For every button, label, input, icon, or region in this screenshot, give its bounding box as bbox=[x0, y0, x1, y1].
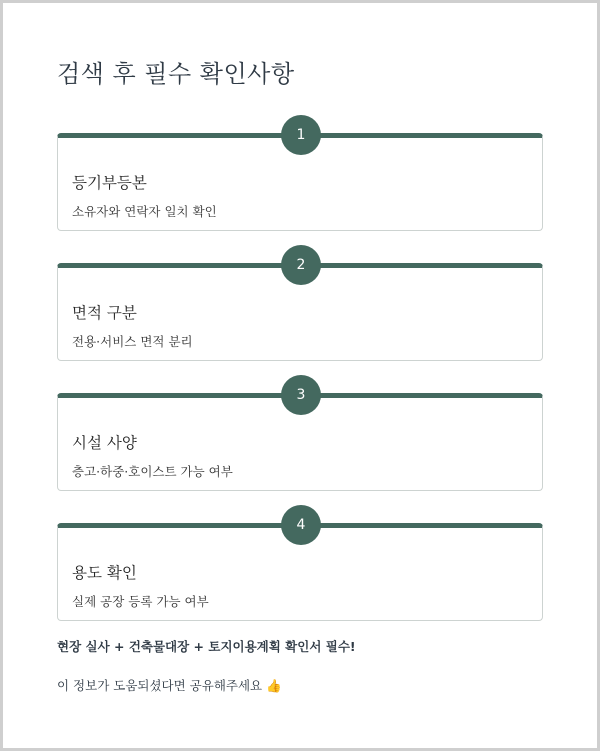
step-number-badge: 1 bbox=[281, 115, 321, 155]
share-text: 이 정보가 도움되셨다면 공유해주세요 bbox=[57, 678, 263, 693]
checklist-card-3 bbox=[57, 387, 543, 491]
step-number-badge: 4 bbox=[281, 505, 321, 545]
card-description: 전용·서비스 면적 분리 bbox=[72, 334, 193, 349]
checklist-card-1 bbox=[57, 127, 543, 231]
step-number-badge: 2 bbox=[281, 245, 321, 285]
card-description: 소유자와 연락자 일치 확인 bbox=[72, 204, 217, 219]
page-title: 검색 후 필수 확인사항 bbox=[57, 60, 295, 88]
thumbs-up-icon: 👍 bbox=[266, 678, 282, 693]
share-prompt bbox=[57, 676, 282, 694]
card-description: 층고·하중·호이스트 가능 여부 bbox=[72, 464, 233, 479]
checklist-card-2 bbox=[57, 257, 543, 361]
card-title: 면적 구분 bbox=[72, 304, 137, 322]
checklist-card-4 bbox=[57, 517, 543, 621]
card-title: 시설 사양 bbox=[72, 434, 137, 452]
card-description: 실제 공장 등록 가능 여부 bbox=[72, 594, 209, 609]
step-number-badge: 3 bbox=[281, 375, 321, 415]
summary-note: 현장 실사 + 건축물대장 + 토지이용계획 확인서 필수! bbox=[57, 639, 356, 654]
card-title: 용도 확인 bbox=[72, 564, 137, 582]
card-title: 등기부등본 bbox=[72, 174, 147, 192]
